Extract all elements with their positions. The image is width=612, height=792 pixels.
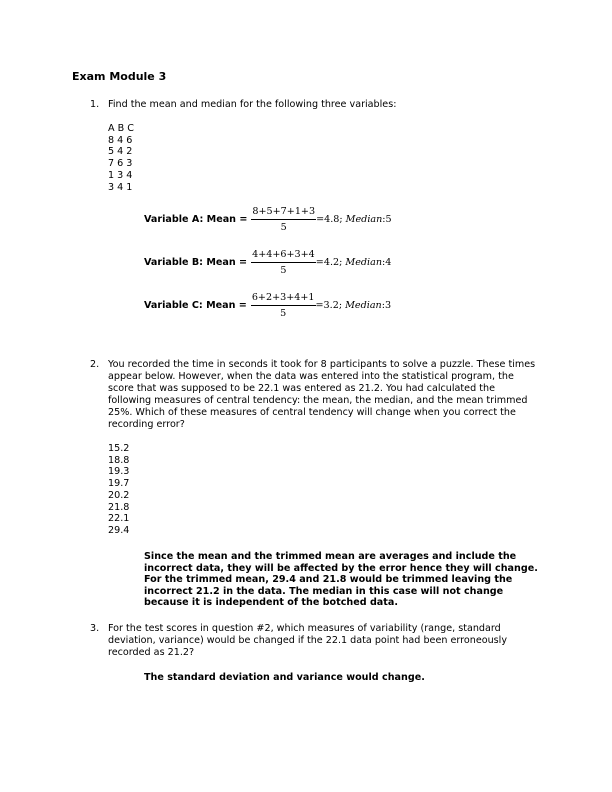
fraction-numerator: 8+5+7+1+3 (251, 206, 316, 220)
table-row: 3 4 1 (108, 181, 133, 193)
median-value: :4 (382, 257, 392, 268)
fraction-denominator: 5 (280, 222, 287, 233)
table-row: A B C (108, 123, 134, 134)
mean-fraction (251, 206, 316, 233)
equation-variable-b: Variable B: Mean = $\frac{4+4+6+3+4}{5}$ =4.2; Median:4 (144, 249, 392, 276)
answer-3: The standard deviation and variance would change. (144, 672, 425, 683)
table-row: 7 6 3 (108, 158, 133, 170)
list-item: 18.8 (108, 454, 130, 466)
variables-table (108, 123, 134, 193)
list-item: 21.8 (108, 501, 130, 513)
equation-label: Variable A: Mean = (144, 214, 248, 225)
puzzle-times-list (108, 443, 129, 537)
question-text: For the test scores in question #2, which measures of variability (range, standard deviation, variance) would be changed if the 22.1 data point had been erroneously recorded as 21.2? (108, 623, 508, 658)
page-title: Exam Module 3 (72, 70, 167, 83)
list-item: 22.1 (108, 513, 130, 525)
median-value: :5 (382, 214, 392, 225)
question-text: You recorded the time in seconds it took for 8 participants to solve a puzzle. These times appear below. However, when the data was entered into the statistical program, the score that was supposed to be 22.1 was entered as 21.2. You had calculated the following measures of central tendency: the mean, the median, and the mean trimmed 25%. Which of these measures of central tendency will change when you correct the recording error? (108, 359, 536, 430)
mean-result: =3.2 (315, 300, 339, 311)
median-label: Median (345, 300, 382, 311)
answer-2: Since the mean and the trimmed mean are averages and include the incorrect data, they will be affected by the error hence they will change. For the trimmed mean, 29.4 and 21.8 would be trimmed leaving the incorrect 21.2 in the data. The median in this case will not change because it is independent of the botched data. (144, 551, 538, 609)
fraction-numerator: 6+2+3+4+1 (251, 292, 316, 306)
median-value: :3 (381, 300, 392, 311)
table-row: 5 4 2 (108, 146, 133, 158)
fraction-numerator: 4+4+6+3+4 (251, 249, 316, 263)
question-number: 2. (90, 359, 100, 370)
mean-fraction (251, 292, 316, 319)
mean-result: =4.2 (315, 257, 340, 268)
mean-result: =4.8 (316, 214, 340, 225)
question-number: 1. (90, 99, 100, 110)
equation-label: Variable C: Mean = (144, 300, 247, 311)
fraction-denominator: 5 (280, 308, 287, 319)
list-item: 19.7 (108, 478, 130, 490)
list-item: 19.3 (108, 466, 130, 478)
mean-fraction (251, 249, 316, 276)
equation-label: Variable B: Mean = (144, 257, 248, 268)
table-row: 8 4 6 (108, 134, 133, 146)
list-item: 20.2 (108, 489, 130, 501)
list-item: 29.4 (108, 524, 130, 536)
fraction-denominator: 5 (280, 265, 287, 276)
median-label: Median (345, 214, 383, 225)
table-row: 1 3 4 (108, 169, 133, 181)
list-item: 15.2 (108, 443, 130, 454)
equation-variable-a: Variable A: Mean = $\frac{8+5+7+1+3}{5}$ =4.8; Median:5 (144, 206, 392, 233)
question-text: Find the mean and median for the following three variables: (108, 99, 397, 110)
question-number: 3. (90, 623, 100, 634)
equation-variable-c: Variable C: Mean = $\frac{6+2+3+4+1}{5}$ =3.2; Median:3 (144, 292, 392, 319)
median-label: Median (345, 257, 382, 268)
